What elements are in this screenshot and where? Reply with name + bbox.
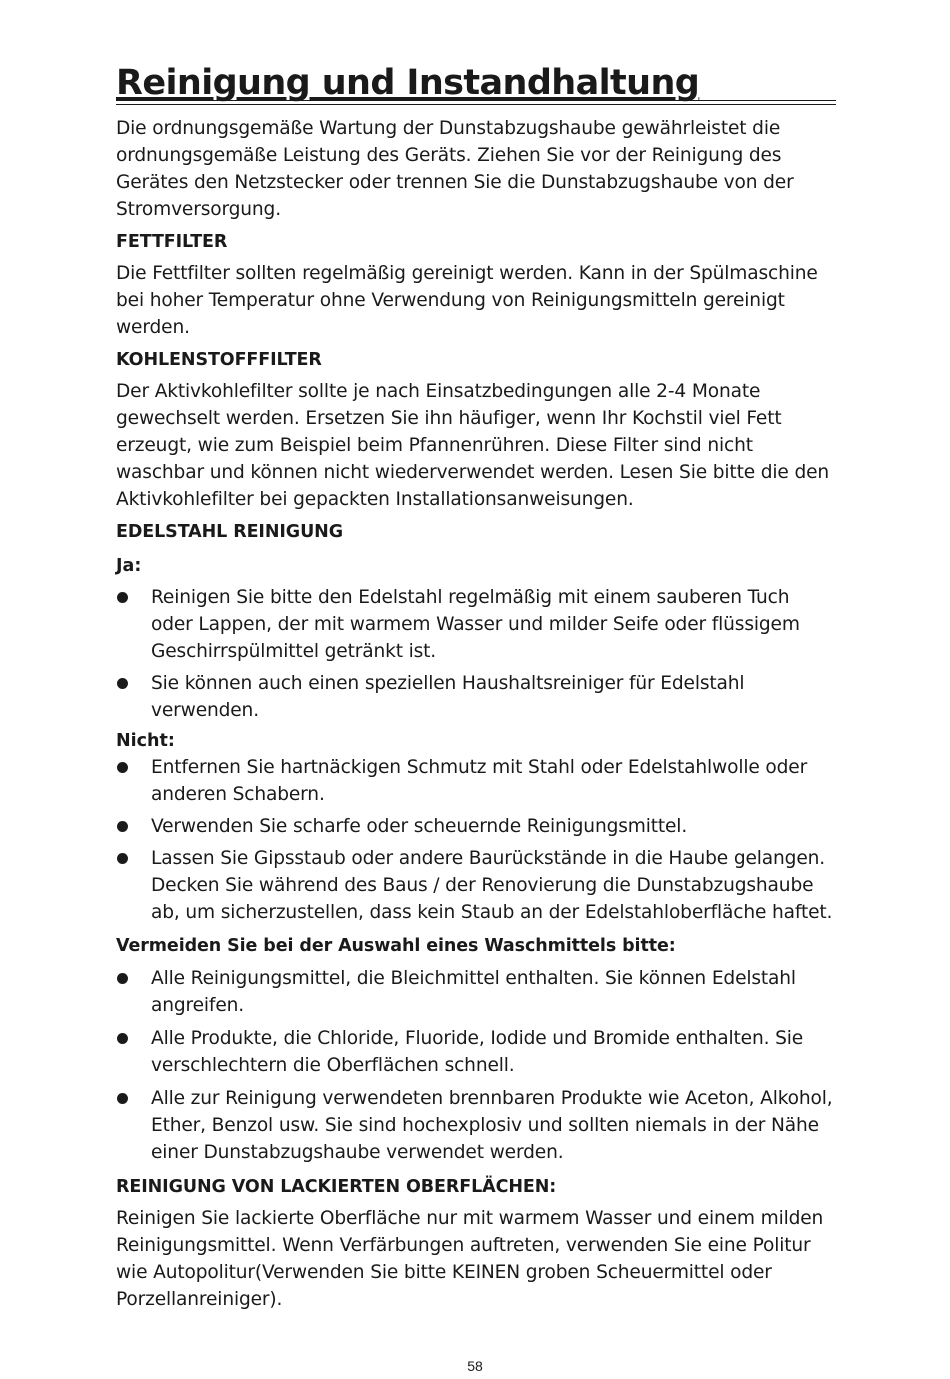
list-item — [116, 845, 836, 926]
vermeiden-list — [116, 965, 836, 1166]
list-item — [116, 965, 836, 1019]
lackiert-heading: REINIGUNG VON LACKIERTEN OBERFLÄCHEN: — [116, 1177, 557, 1197]
list-item — [116, 754, 836, 808]
list-item-text: Verwenden Sie scharfe oder scheuernde Reinigungsmittel. — [151, 816, 688, 837]
list-item-text: Reinigen Sie bitte den Edelstahl regelmäßig mit einem sauberen Tuch oder Lappen, der mit warmem Wasser und milder Seife oder flüssigem Geschirrspülmittel getränkt ist. — [151, 587, 800, 662]
bullet-icon — [117, 678, 128, 689]
edelstahl-heading: EDELSTAHL REINIGUNG — [116, 522, 343, 542]
page-number: 58 — [467, 1358, 483, 1374]
bullet-icon — [117, 592, 128, 603]
title-block — [116, 60, 836, 106]
list-item-text: Lassen Sie Gipsstaub oder andere Baurückstände in die Haube gelangen. Decken Sie während des Baus / der Renovierung die Dunstabzugshaube ab, um sicherzustellen, dass kein Staub an der Edelstahloberfläche haftet. — [151, 848, 833, 923]
nicht-label: Nicht: — [116, 731, 175, 751]
list-item — [116, 1025, 836, 1079]
list-item-text: Sie können auch einen speziellen Haushaltsreiniger für Edelstahl verwenden. — [151, 673, 745, 721]
fettfilter-heading: FETTFILTER — [116, 232, 228, 252]
list-item-text: Entfernen Sie hartnäckigen Schmutz mit Stahl oder Edelstahlwolle oder anderen Schabern. — [151, 757, 808, 805]
list-item-text: Alle Reinigungsmittel, die Bleichmittel enthalten. Sie können Edelstahl angreifen. — [151, 968, 796, 1016]
page-title: Reinigung und Instandhaltung — [116, 63, 700, 103]
vermeiden-heading: Vermeiden Sie bei der Auswahl eines Waschmittels bitte: — [116, 936, 676, 956]
kohlenstofffilter-paragraph: Der Aktivkohlefilter sollte je nach Einsatzbedingungen alle 2-4 Monate gewechselt werden. Ersetzen Sie ihn häufiger, wenn Ihr Kochstil viel Fett erzeugt, wie zum Beispiel beim Pfannenrühren. Diese Filter sind nicht waschbar und können nicht wiederverwendet werden. Lesen Sie bitte die den Aktivkohlefilter bei gepackten Installationsanweisungen. — [116, 381, 830, 510]
title-rule-top — [116, 100, 836, 101]
bullet-icon — [117, 1093, 128, 1104]
list-item — [116, 584, 836, 665]
ja-list — [116, 584, 836, 724]
ja-label: Ja: — [116, 556, 142, 576]
intro-paragraph: Die ordnungsgemäße Wartung der Dunstabzugshaube gewährleistet die ordnungsgemäße Leistung des Geräts. Ziehen Sie vor der Reinigung des Gerätes den Netzstecker oder trennen Sie die Dunstabzugshaube von der Stromversorgung. — [116, 118, 794, 220]
kohlenstofffilter-heading: KOHLENSTOFFFILTER — [116, 350, 322, 370]
list-item-text: Alle zur Reinigung verwendeten brennbaren Produkte wie Aceton, Alkohol, Ether, Benzol usw. Sie sind hochexplosiv und sollten niemals in der Nähe einer Dunstabzugshaube verwendet werden. — [151, 1088, 833, 1163]
list-item — [116, 1085, 836, 1166]
bullet-icon — [117, 821, 128, 832]
bullet-icon — [117, 973, 128, 984]
bullet-icon — [117, 853, 128, 864]
bullet-icon — [117, 1033, 128, 1044]
page-content — [116, 60, 836, 1313]
lackiert-paragraph: Reinigen Sie lackierte Oberfläche nur mit warmem Wasser und einem milden Reinigungsmittel. Wenn Verfärbungen auftreten, verwenden Sie eine Politur wie Autopolitur(Verwenden Sie bitte KEINEN groben Scheuermittel oder Porzellanreiniger). — [116, 1208, 824, 1310]
bullet-icon — [117, 762, 128, 773]
title-rule-bottom — [116, 104, 836, 105]
fettfilter-paragraph: Die Fettfilter sollten regelmäßig gereinigt werden. Kann in der Spülmaschine bei hoher Temperatur ohne Verwendung von Reinigungsmitteln gereinigt werden. — [116, 263, 818, 338]
list-item-text: Alle Produkte, die Chloride, Fluoride, Iodide und Bromide enthalten. Sie verschlechtern die Oberflächen schnell. — [151, 1028, 804, 1076]
nicht-list — [116, 754, 836, 926]
list-item — [116, 670, 836, 724]
list-item — [116, 813, 836, 840]
